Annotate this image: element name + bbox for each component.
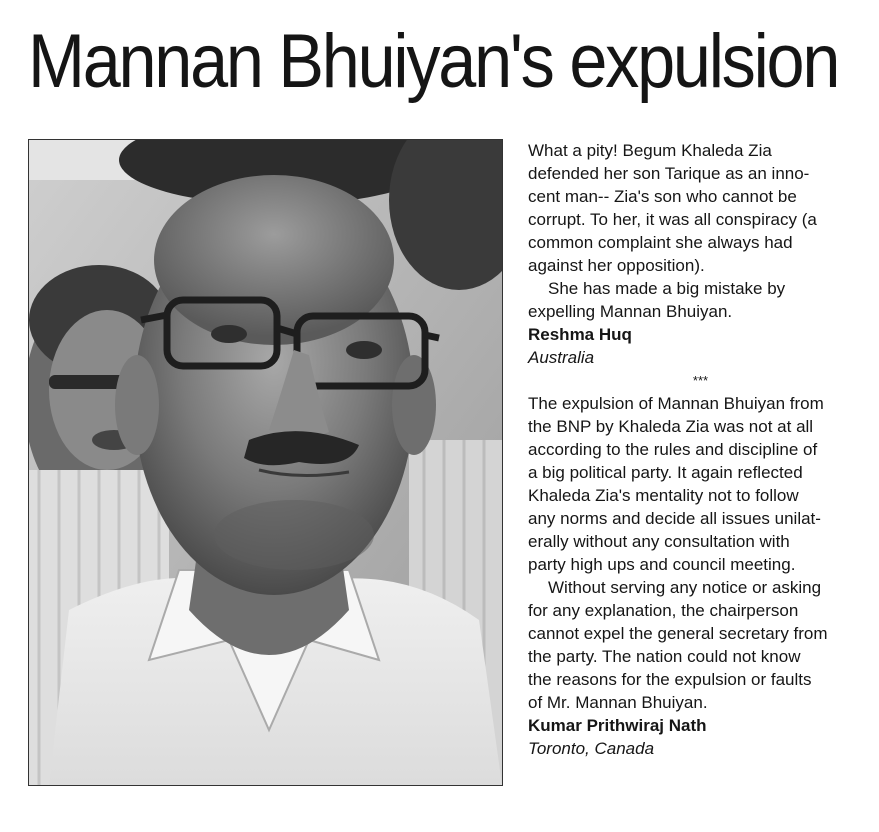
letter — [528, 139, 873, 369]
letter-location: Australia — [528, 348, 595, 367]
letter-location: Toronto, Canada — [528, 739, 655, 758]
letter-paragraph: Without serving any notice or asking for any explanation, the chairperson cannot expel the general secretary from the party. The nation could not know the reasons for the expulsion or faults of Mr. Mannan Bhuiyan. — [528, 578, 828, 712]
letter — [528, 392, 873, 760]
letter-separator: *** — [692, 373, 709, 388]
letter-paragraph: She has made a big mistake by expelling Mannan Bhuiyan. — [528, 279, 786, 321]
letter-author: Kumar Prithwiraj Nath — [528, 716, 707, 735]
letters-column — [528, 139, 873, 760]
letter-paragraph: The expulsion of Mannan Bhuiyan from the BNP by Khaleda Zia was not at all according to the rules and discipline of a big political party. It again reflected Khaleda Zia's mentality not to follow any norms and decide all issues unilat- erally without any consultation with party high ups and council meeting. — [528, 394, 824, 574]
portrait-photo — [28, 139, 503, 786]
letter-paragraph: What a pity! Begum Khaleda Zia defended her son Tarique as an inno- cent man-- Zia's son who cannot be corrupt. To her, it was all conspiracy (a common complaint she always had against her opposition). — [528, 141, 817, 275]
headline: Mannan Bhuiyan's expulsion — [28, 19, 839, 104]
letter-author: Reshma Huq — [528, 325, 632, 344]
